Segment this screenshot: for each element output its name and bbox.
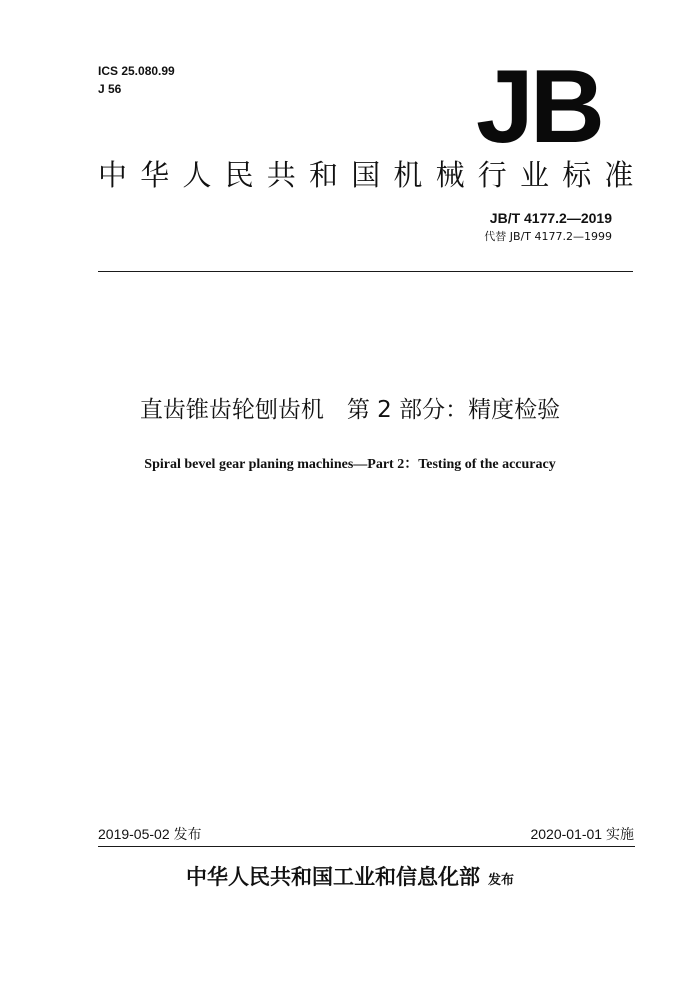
industry-standard-title: 中华人民共和国机械行业标准 <box>98 158 647 192</box>
publisher-name: 中华人民共和国工业和信息化部 <box>185 865 480 889</box>
publisher <box>0 864 700 890</box>
issue-date: 2019-05-02 发布 <box>98 826 202 842</box>
classification-code: J 56 <box>98 82 122 96</box>
standard-number: JB/T 4177.2—2019 <box>489 210 612 226</box>
document-title-english: Spiral bevel gear planing machines—Part 2：Testing of the accuracy <box>144 457 556 472</box>
top-divider <box>98 271 633 272</box>
implementation-date: 2020-01-01 实施 <box>530 826 634 842</box>
replaces-standard: 代替 JB/T 4177.2—1999 <box>484 230 612 243</box>
document-title-chinese: 直齿锥齿轮刨齿机 第 2 部分：精度检验 <box>139 397 561 423</box>
publisher-suffix: 发布 <box>487 873 514 888</box>
ics-code: ICS 25.080.99 <box>98 64 175 78</box>
jb-logo-text: JB <box>476 62 601 146</box>
bottom-divider <box>98 846 635 847</box>
jb-logo <box>474 62 604 146</box>
